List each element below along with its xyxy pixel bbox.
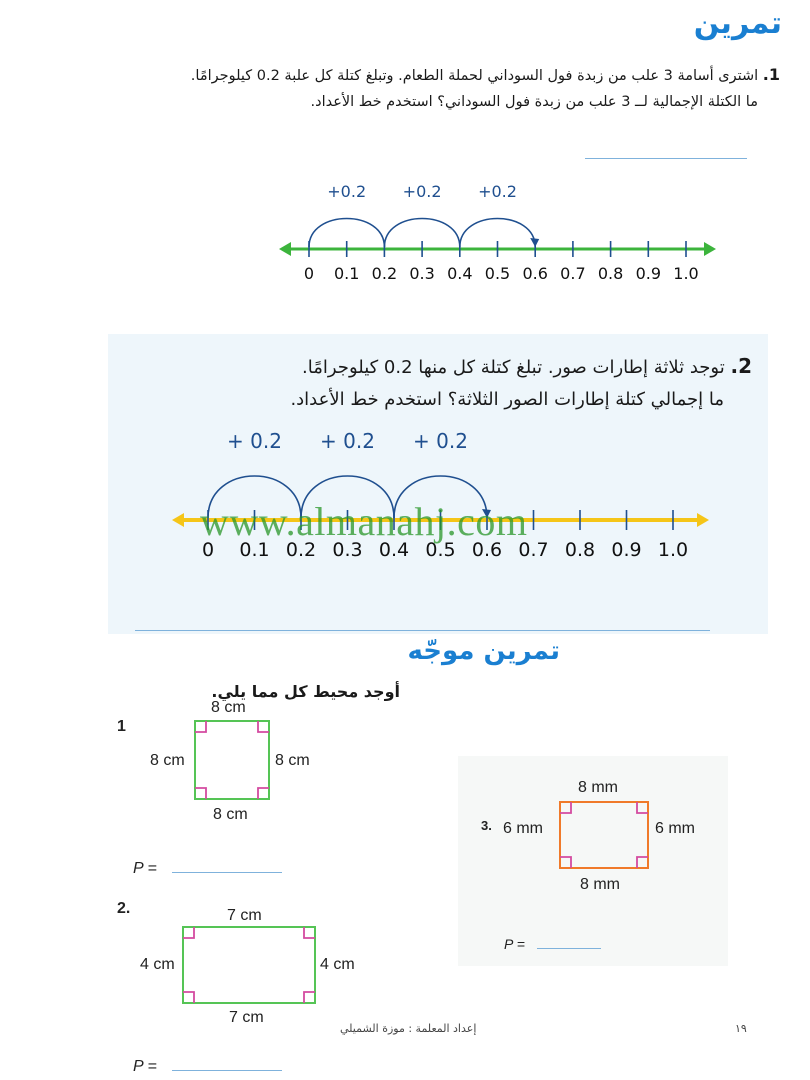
number-line-2-tick-label: 0.8 <box>564 539 596 561</box>
shape-3-left-label: 6 mm <box>503 820 543 837</box>
number-line-1-right-arrow <box>704 242 716 256</box>
number-line-2-tick-label: 0.9 <box>611 539 642 561</box>
section-title: تمرين <box>693 6 782 41</box>
number-line-2-tick-label: 1.0 <box>657 539 689 561</box>
number-line-2-tick-label: 0.1 <box>239 539 270 561</box>
shape-1-answer <box>133 858 157 878</box>
number-line-2-tick-label: 0.6 <box>471 539 503 561</box>
number-line-1-jump-arrowhead <box>530 238 539 247</box>
question-2-text-1: توجد ثلاثة إطارات صور. تبلغ كتلة كل منها 0.2 كيلوجرامًا. <box>302 357 725 378</box>
number-line-1-jump-label: +0.2 <box>327 182 367 201</box>
shape-1-answer-label: P = <box>133 860 157 877</box>
question-1-number: 1. <box>762 65 780 84</box>
shape-2-left-label: 4 cm <box>140 956 175 973</box>
number-line-1-tick-label: 0.3 <box>409 264 435 283</box>
shape-1-left-label: 8 cm <box>150 752 185 769</box>
shape-2-rectangle <box>182 926 316 1006</box>
question-2 <box>132 350 752 416</box>
number-line-1-jump-label: +0.2 <box>478 182 517 201</box>
footer-page-number: ١٩ <box>735 1022 747 1035</box>
number-line-1-jump-label: +0.2 <box>402 182 442 201</box>
question-1-text-1: اشترى أسامة 3 علب من زبدة فول السوداني لحملة الطعام. وتبلغ كتلة كل علبة 0.2 كيلوجرامًا. <box>190 68 759 84</box>
shape-2-top-label: 7 cm <box>227 907 262 924</box>
guided-practice-instruction: أوجد محيط كل مما يلي. <box>211 682 400 701</box>
question-1-answer-line[interactable] <box>585 158 747 159</box>
number-line-1-tick-label: 0.1 <box>333 264 360 283</box>
number-line-1-tick-label: 0.4 <box>447 264 473 283</box>
question-1 <box>20 62 780 115</box>
number-line-2-tick-label: 0.4 <box>378 539 410 561</box>
question-2-line-1 <box>132 350 752 384</box>
number-line-1-tick-label: 0.7 <box>560 264 586 283</box>
number-line-1-tick-label: 0.9 <box>635 264 662 283</box>
guided-practice-title: تمرين موجّه <box>407 636 560 666</box>
number-line-1-tick-label: 0.6 <box>522 264 548 283</box>
shape-1-top-label: 8 cm <box>211 699 246 716</box>
shape-1-number: 1 <box>117 718 126 735</box>
shape-3-answer <box>504 934 525 953</box>
number-line-2-tick-label: 0 <box>201 539 215 561</box>
watermark: www.almanahj.com <box>200 499 528 544</box>
shape-1-bottom-label: 8 cm <box>213 806 248 823</box>
footer-author: إعداد المعلمة : موزة الشميلي <box>340 1022 477 1035</box>
question-1-line-2: ما الكتلة الإجمالية لــ 3 علب من زبدة فول السوداني؟ استخدم خط الأعداد. <box>310 94 758 110</box>
number-line-1-tick-label: 0 <box>303 264 315 283</box>
number-line-1-tick-label: 0.2 <box>371 264 398 283</box>
number-line-2-jump-label: + 0.2 <box>227 429 282 453</box>
number-line-1 <box>270 170 730 295</box>
number-line-2-left-arrow <box>172 513 184 527</box>
question-1-line-1 <box>20 62 780 89</box>
shape-2-answer <box>133 1056 157 1076</box>
shape-3-number: 3. <box>481 818 492 833</box>
question-2-answer-line[interactable] <box>135 630 710 631</box>
number-line-2-jump-label: + 0.2 <box>413 429 468 453</box>
shape-3-rectangle <box>559 801 649 871</box>
number-line-1-tick-label: 1.0 <box>673 264 699 283</box>
shape-3-bottom-label: 8 mm <box>580 876 620 893</box>
number-line-2-tick-label: 0.3 <box>332 539 363 561</box>
number-line-1-tick-label: 0.8 <box>597 264 624 283</box>
question-2-line-2: ما إجمالي كتلة إطارات الصور الثلاثة؟ استخدم خط الأعداد. <box>290 389 724 410</box>
number-line-2-tick-label: 0.7 <box>518 539 549 561</box>
number-line-2-tick-label: 0.2 <box>285 539 317 561</box>
shape-1-square <box>194 720 270 802</box>
shape-2-right-label: 4 cm <box>320 956 355 973</box>
shape-3-right-label: 6 mm <box>655 820 695 837</box>
number-line-2-jump-label: + 0.2 <box>320 429 375 453</box>
number-line-1-tick-label: 0.5 <box>484 264 511 283</box>
shape-3-answer-line[interactable] <box>537 948 601 949</box>
number-line-2-right-arrow <box>697 513 709 527</box>
shape-1-right-label: 8 cm <box>275 752 310 769</box>
shape-2-number: 2. <box>117 900 131 917</box>
number-line-2-tick-label: 0.5 <box>425 539 456 561</box>
number-line-1-left-arrow <box>279 242 291 256</box>
shape-3-answer-label: P = <box>504 936 525 952</box>
shape-2-answer-line[interactable] <box>172 1070 282 1071</box>
shape-1-answer-line[interactable] <box>172 872 282 873</box>
shape-2-answer-label: P = <box>133 1058 157 1075</box>
question-2-number: 2. <box>730 354 752 378</box>
shape-3-top-label: 8 mm <box>578 779 618 796</box>
shape-2-bottom-label: 7 cm <box>229 1009 264 1026</box>
